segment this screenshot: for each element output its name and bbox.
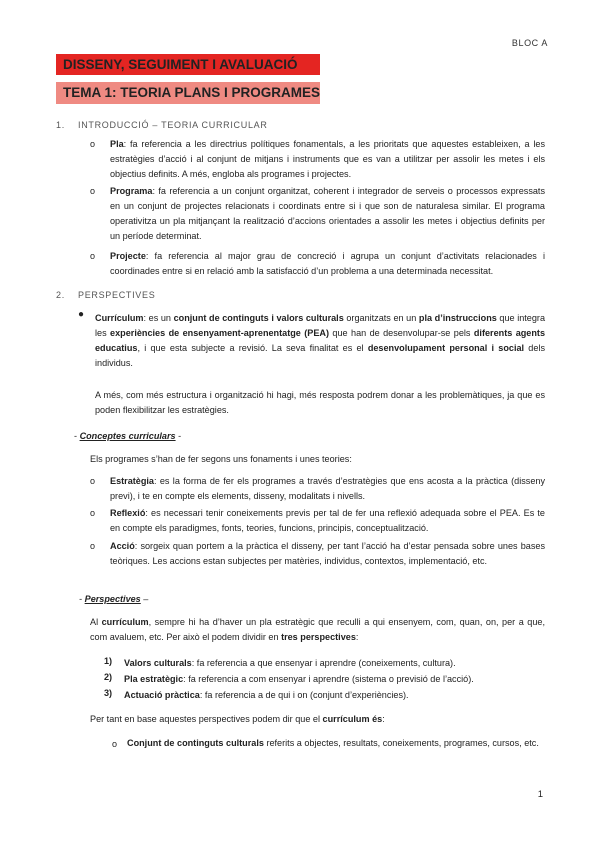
- heading-text: Perspectives: [84, 594, 141, 604]
- perspective-item-valors: [124, 656, 544, 671]
- text-run: :: [382, 714, 385, 724]
- list-number: 3): [104, 688, 113, 698]
- conceptes-intro: Els programes s’han de fer segons uns fonaments i unes teories:: [90, 454, 352, 464]
- bullet-circle-icon: o: [90, 139, 96, 149]
- bloc-label: BLOC A: [511, 38, 548, 48]
- bullet-circle-icon: o: [90, 508, 96, 518]
- text-run: que integra les: [95, 313, 546, 338]
- text-run: dels individus.: [95, 343, 545, 368]
- perspectives-intro: [90, 615, 545, 645]
- bullet-circle-icon: o: [90, 251, 96, 261]
- term: Estratègia: [110, 476, 154, 486]
- text-run: organitzats en un: [343, 313, 419, 323]
- section-heading-2: [56, 290, 155, 300]
- bullet-circle-icon: o: [90, 186, 96, 196]
- term: Reflexió: [110, 508, 146, 518]
- term: Conjunt de continguts culturals: [127, 738, 264, 748]
- section-label: PERSPECTIVES: [78, 290, 156, 300]
- bold-run: experiències de ensenyament-aprenentatge (PEA): [110, 328, 330, 338]
- definition: : es la forma de fer els programes a través d’estratègies que ens acosta a la pràctica (disseny previ), i te en compte els elements, disseny, modalitats i nivells.: [110, 476, 545, 501]
- term: Acció: [110, 541, 135, 551]
- bullet-dot-icon: ●: [78, 309, 85, 320]
- definition: : fa referencia a de qui i on (conjunt d’experiències).: [199, 690, 409, 700]
- bullet-circle-icon: o: [90, 541, 96, 551]
- perspective-item-pla: [124, 672, 544, 687]
- dash: -: [178, 431, 182, 441]
- section-heading-1: [56, 120, 268, 130]
- topic-title: TEMA 1: TEORIA PLANS I PROGRAMES: [56, 82, 320, 104]
- main-title: DISSENY, SEGUIMENT I AVALUACIÓ: [56, 54, 320, 75]
- section-label: INTRODUCCIÓ – TEORIA CURRICULAR: [78, 120, 268, 130]
- bold-run: conjunt de continguts i valors culturals: [173, 313, 344, 323]
- heading-text: Conceptes curriculars: [79, 431, 176, 441]
- definition: : fa referencia a com ensenyar i aprendre (sistema o previsió de l’acció).: [183, 674, 474, 684]
- text-run: , sempre hi ha d’haver un pla estratègic que reculli a qui ensenyem, com, quan, on, per a que, com avaluem, etc. Per això el podem dividir en: [90, 617, 545, 642]
- term: Pla estratègic: [124, 674, 184, 684]
- concept-item-estrategia: [110, 474, 545, 504]
- bold-run: tres perspectives: [281, 632, 356, 642]
- section-number: 2.: [56, 290, 65, 300]
- definition: referits a objectes, resultats, coneixements, programes, cursos, etc.: [263, 738, 539, 748]
- term: Valors culturals: [124, 658, 192, 668]
- intro-item-projecte: [110, 249, 545, 279]
- definition: : es necessari tenir coneixements previs per tal de fer una reflexió adequada sobre el PEA. Es te en compte els paradigmes, fonts, teories, funcions, principis, conceptualització.: [110, 508, 545, 533]
- perspectives-heading: - Perspectives –: [79, 594, 149, 604]
- bold-run: currículum és: [322, 714, 383, 724]
- term: Currículum: [95, 313, 144, 323]
- curriculum-note: A més, com més estructura i organització hi hagi, més resposta podrem donar a les problemàtiques, ja que es poden flexibilitzar les estratègies.: [95, 390, 545, 415]
- text-run: que han de desenvolupar-se pels: [329, 328, 474, 338]
- text-run: :: [355, 632, 359, 642]
- definition: : fa referencia a les directrius polítiques fonamentals, a les prioritats que aquestes estableixen, a les estratègies d’acció i al conjunt de mitjans i instruments que es van a utilitzar per assolir les metes i els objectius definits. A més, engloba als programes i projectes.: [110, 139, 545, 179]
- term: Projecte: [110, 251, 146, 261]
- intro-item-programa: [110, 184, 545, 244]
- section-number: 1.: [56, 120, 65, 130]
- perspective-item-actuacio: [124, 688, 544, 703]
- bullet-circle-icon: o: [90, 476, 96, 486]
- bold-run: currículum: [101, 617, 149, 627]
- concept-item-accio: [110, 539, 545, 569]
- bold-run: diferents agents educatius: [95, 328, 546, 353]
- definition: : fa referencia a que ensenyar i aprendre (coneixements, cultura).: [191, 658, 456, 668]
- curriculum-item-continguts: [127, 736, 545, 751]
- definition: : sorgeix quan portem a la pràctica el disseny, per tant l’acció ha d’estar pensada sobre unes bases teòriques. Les accions estan subjectes per matèries, individus, contextos, implementació, etc.: [110, 541, 545, 566]
- bold-run: pla d’instruccions: [418, 313, 497, 323]
- perspectives-closing: [90, 712, 545, 727]
- list-number: 1): [104, 656, 113, 666]
- bullet-circle-icon: o: [112, 739, 118, 749]
- term: Programa: [110, 186, 153, 196]
- list-number: 2): [104, 672, 113, 682]
- dash: -: [74, 431, 78, 441]
- text-run: Al: [90, 617, 102, 627]
- dash: –: [143, 594, 149, 604]
- conceptes-heading: [74, 431, 181, 441]
- term: Actuació pràctica: [124, 690, 200, 700]
- text-run: : es un: [143, 313, 174, 323]
- bold-run: desenvolupament personal i social: [367, 343, 525, 353]
- definition: : fa referencia al major grau de concreció i agrupa un conjunt d’activitats relacionades i coordinades entre si en relació amb la satisfacció d’un problema a una determinada necessitat.: [110, 251, 545, 276]
- definition: : fa referencia a un conjunt organitzat, coherent i integrador de serveis o processos expressats en un conjunt de projectes relacionats i coordinats entre si i que son de naturalesa similar. El programa operativitza un pla mitjançant la realització d’accions orientades a assolir les metes i objectius definits per un període determinat.: [110, 186, 545, 241]
- text-run: Per tant en base aquestes perspectives podem dir que el: [90, 714, 323, 724]
- intro-item-pla: [110, 137, 545, 182]
- page-number: 1: [537, 789, 543, 800]
- curriculum-definition: [95, 311, 545, 371]
- text-run: , i que esta subjecte a revisió. La seva finalitat es el: [137, 343, 368, 353]
- term: Pla: [110, 139, 124, 149]
- concept-item-reflexio: [110, 506, 545, 536]
